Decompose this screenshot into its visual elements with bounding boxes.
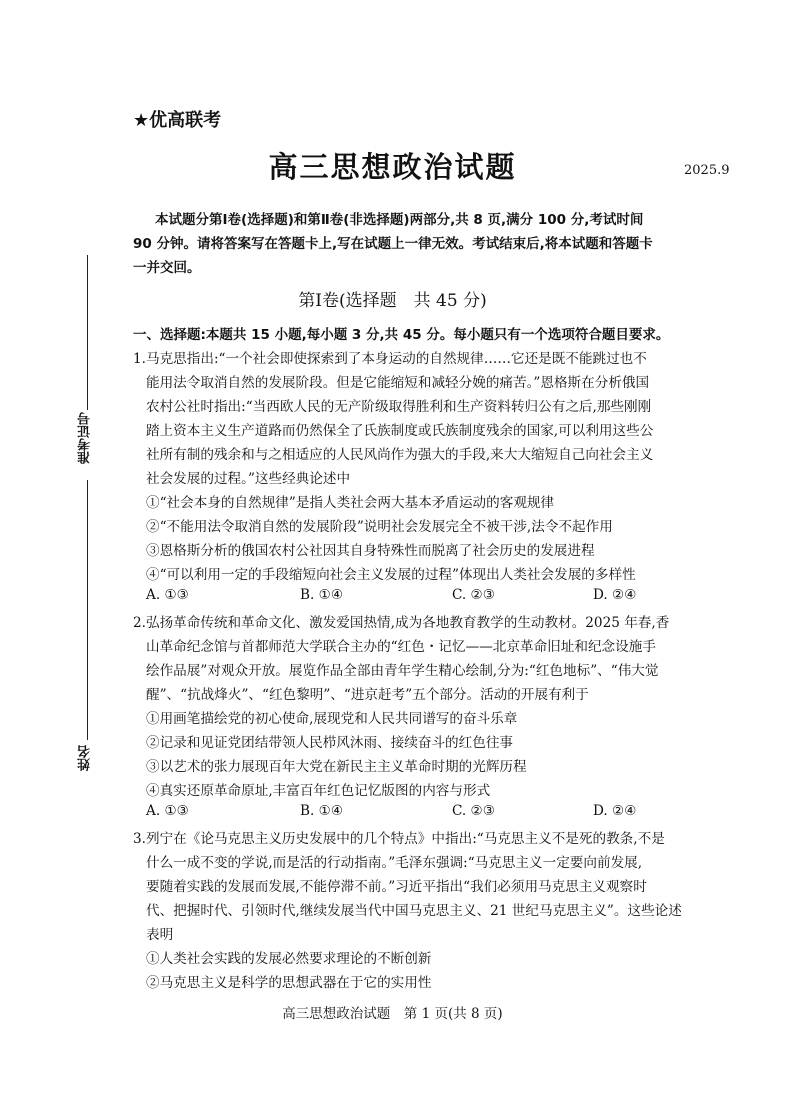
q3-stem-line: 3.列宁在《论马克思主义历史发展中的几个特点》中指出:“马克思主义不是死的教条,不是 bbox=[133, 831, 665, 847]
q1-stem-line: 社会发展的过程。”这些经典论述中 bbox=[146, 471, 351, 487]
q1-option-a[interactable]: A. ①③ bbox=[146, 587, 189, 603]
q3-stem-line: 表明 bbox=[146, 927, 174, 943]
q1-stem-line: 社所有制的残余和与之相适应的人民风尚作为强大的手段,来大大缩短自己向社会主义 bbox=[146, 447, 654, 463]
q2-option-c[interactable]: C. ②③ bbox=[452, 803, 495, 819]
name-label: 姓名 bbox=[78, 745, 93, 771]
q1-stem-line: 1.马克思指出:“一个社会即使探索到了本身运动的自然规律……它还是既不能跳过也不 bbox=[133, 351, 647, 367]
q3-stem-line: 什么一成不变的学说,而是活的行动指南。”毛泽东强调:“马克思主义一定要向前发展, bbox=[146, 855, 643, 871]
sidebar-rule-top bbox=[87, 255, 88, 410]
page-footer: 高三思想政治试题 第 1 页(共 8 页) bbox=[282, 1006, 503, 1022]
q1-stem-line: 踏上资本主义生产道路而仍然保全了氏族制度或氏族制度残余的国家,可以利用这些公 bbox=[146, 423, 654, 439]
exam-brand-tag: ★优高联考 bbox=[133, 110, 222, 131]
intro-line: 一并交回。 bbox=[133, 260, 201, 276]
q2-statement: ③以艺术的张力展现百年大党在新民主主义革命时期的光辉历程 bbox=[146, 759, 527, 775]
q1-statement: ③恩格斯分析的俄国农村公社因其自身特殊性而脱离了社会历史的发展进程 bbox=[146, 543, 595, 559]
q1-statement: ②“不能用法令取消自然的发展阶段”说明社会发展完全不被干涉,法令不起作用 bbox=[146, 519, 613, 535]
q1-statement: ④“可以利用一定的手段缩短向社会主义发展的过程”体现出人类社会发展的多样性 bbox=[146, 567, 636, 583]
q3-stem-line: 要随着实践的发展而发展,不能停滞不前。”习近平指出“我们必须用马克思主义观察时 bbox=[146, 879, 647, 895]
exam-id-label: 准考证号 bbox=[78, 412, 93, 464]
q1-statement: ①“社会本身的自然规律”是指人类社会两大基本矛盾运动的客观规律 bbox=[146, 495, 555, 511]
q2-option-b[interactable]: B. ①④ bbox=[300, 803, 344, 819]
q2-statement: ④真实还原革命原址,丰富百年红色记忆版图的内容与形式 bbox=[146, 783, 491, 799]
q1-option-b[interactable]: B. ①④ bbox=[300, 587, 344, 603]
q2-statement: ①用画笔描绘党的初心使命,展现党和人民共同谱写的奋斗乐章 bbox=[146, 711, 518, 727]
q1-stem-line: 能用法令取消自然的发展阶段。但是它能缩短和减轻分娩的痛苦。”恩格斯在分析俄国 bbox=[146, 375, 650, 391]
q2-stem-line: 绘作品展”对观众开放。展览作品全部由青年学生精心绘制,分为:“红色地标”、“伟大觉 bbox=[146, 663, 659, 679]
q2-statement: ②记录和见证党团结带领人民栉风沐雨、接续奋斗的红色往事 bbox=[146, 735, 514, 751]
intro-line: 本试题分第Ⅰ卷(选择题)和第Ⅱ卷(非选择题)两部分,共 8 页,满分 100 分,考试时间 bbox=[155, 212, 644, 228]
q1-stem-line: 农村公社时指出:“当西欧人民的无产阶级取得胜利和生产资料转归公有之后,那些刚刚 bbox=[146, 399, 652, 415]
sidebar-rule-middle bbox=[87, 480, 88, 740]
section-title: 第Ⅰ卷(选择题 共 45 分) bbox=[298, 291, 487, 311]
q2-option-a[interactable]: A. ①③ bbox=[146, 803, 189, 819]
q2-stem-line: 2.弘扬革命传统和革命文化、激发爱国热情,成为各地教育教学的生动教材。2025 年春,香 bbox=[133, 615, 670, 631]
page-title: 高三思想政治试题 bbox=[268, 150, 517, 184]
intro-line: 90 分钟。请将答案写在答题卡上,写在试题上一律无效。考试结束后,将本试题和答题卡 bbox=[133, 236, 653, 252]
q1-option-c[interactable]: C. ②③ bbox=[452, 587, 495, 603]
q3-statement: ②马克思主义是科学的思想武器在于它的实用性 bbox=[146, 975, 432, 991]
exam-date: 2025.9 bbox=[684, 163, 730, 178]
q2-stem-line: 山革命纪念馆与首都师范大学联合主办的“红色・记忆——北京革命旧址和纪念设施手 bbox=[146, 639, 656, 655]
q2-option-d[interactable]: D. ②④ bbox=[593, 803, 637, 819]
instructions: 一、选择题:本题共 15 小题,每小题 3 分,共 45 分。每小题只有一个选项符合题目要求。 bbox=[133, 327, 670, 343]
q3-stem-line: 代、把握时代、引领时代,继续发展当代中国马克思主义、21 世纪马克思主义”。这些论述 bbox=[146, 903, 682, 919]
q3-statement: ①人类社会实践的发展必然要求理论的不断创新 bbox=[146, 951, 432, 967]
q2-stem-line: 醒”、“抗战烽火”、“红色黎明”、“进京赶考”五个部分。活动的开展有利于 bbox=[146, 687, 589, 703]
q1-option-d[interactable]: D. ②④ bbox=[593, 587, 637, 603]
